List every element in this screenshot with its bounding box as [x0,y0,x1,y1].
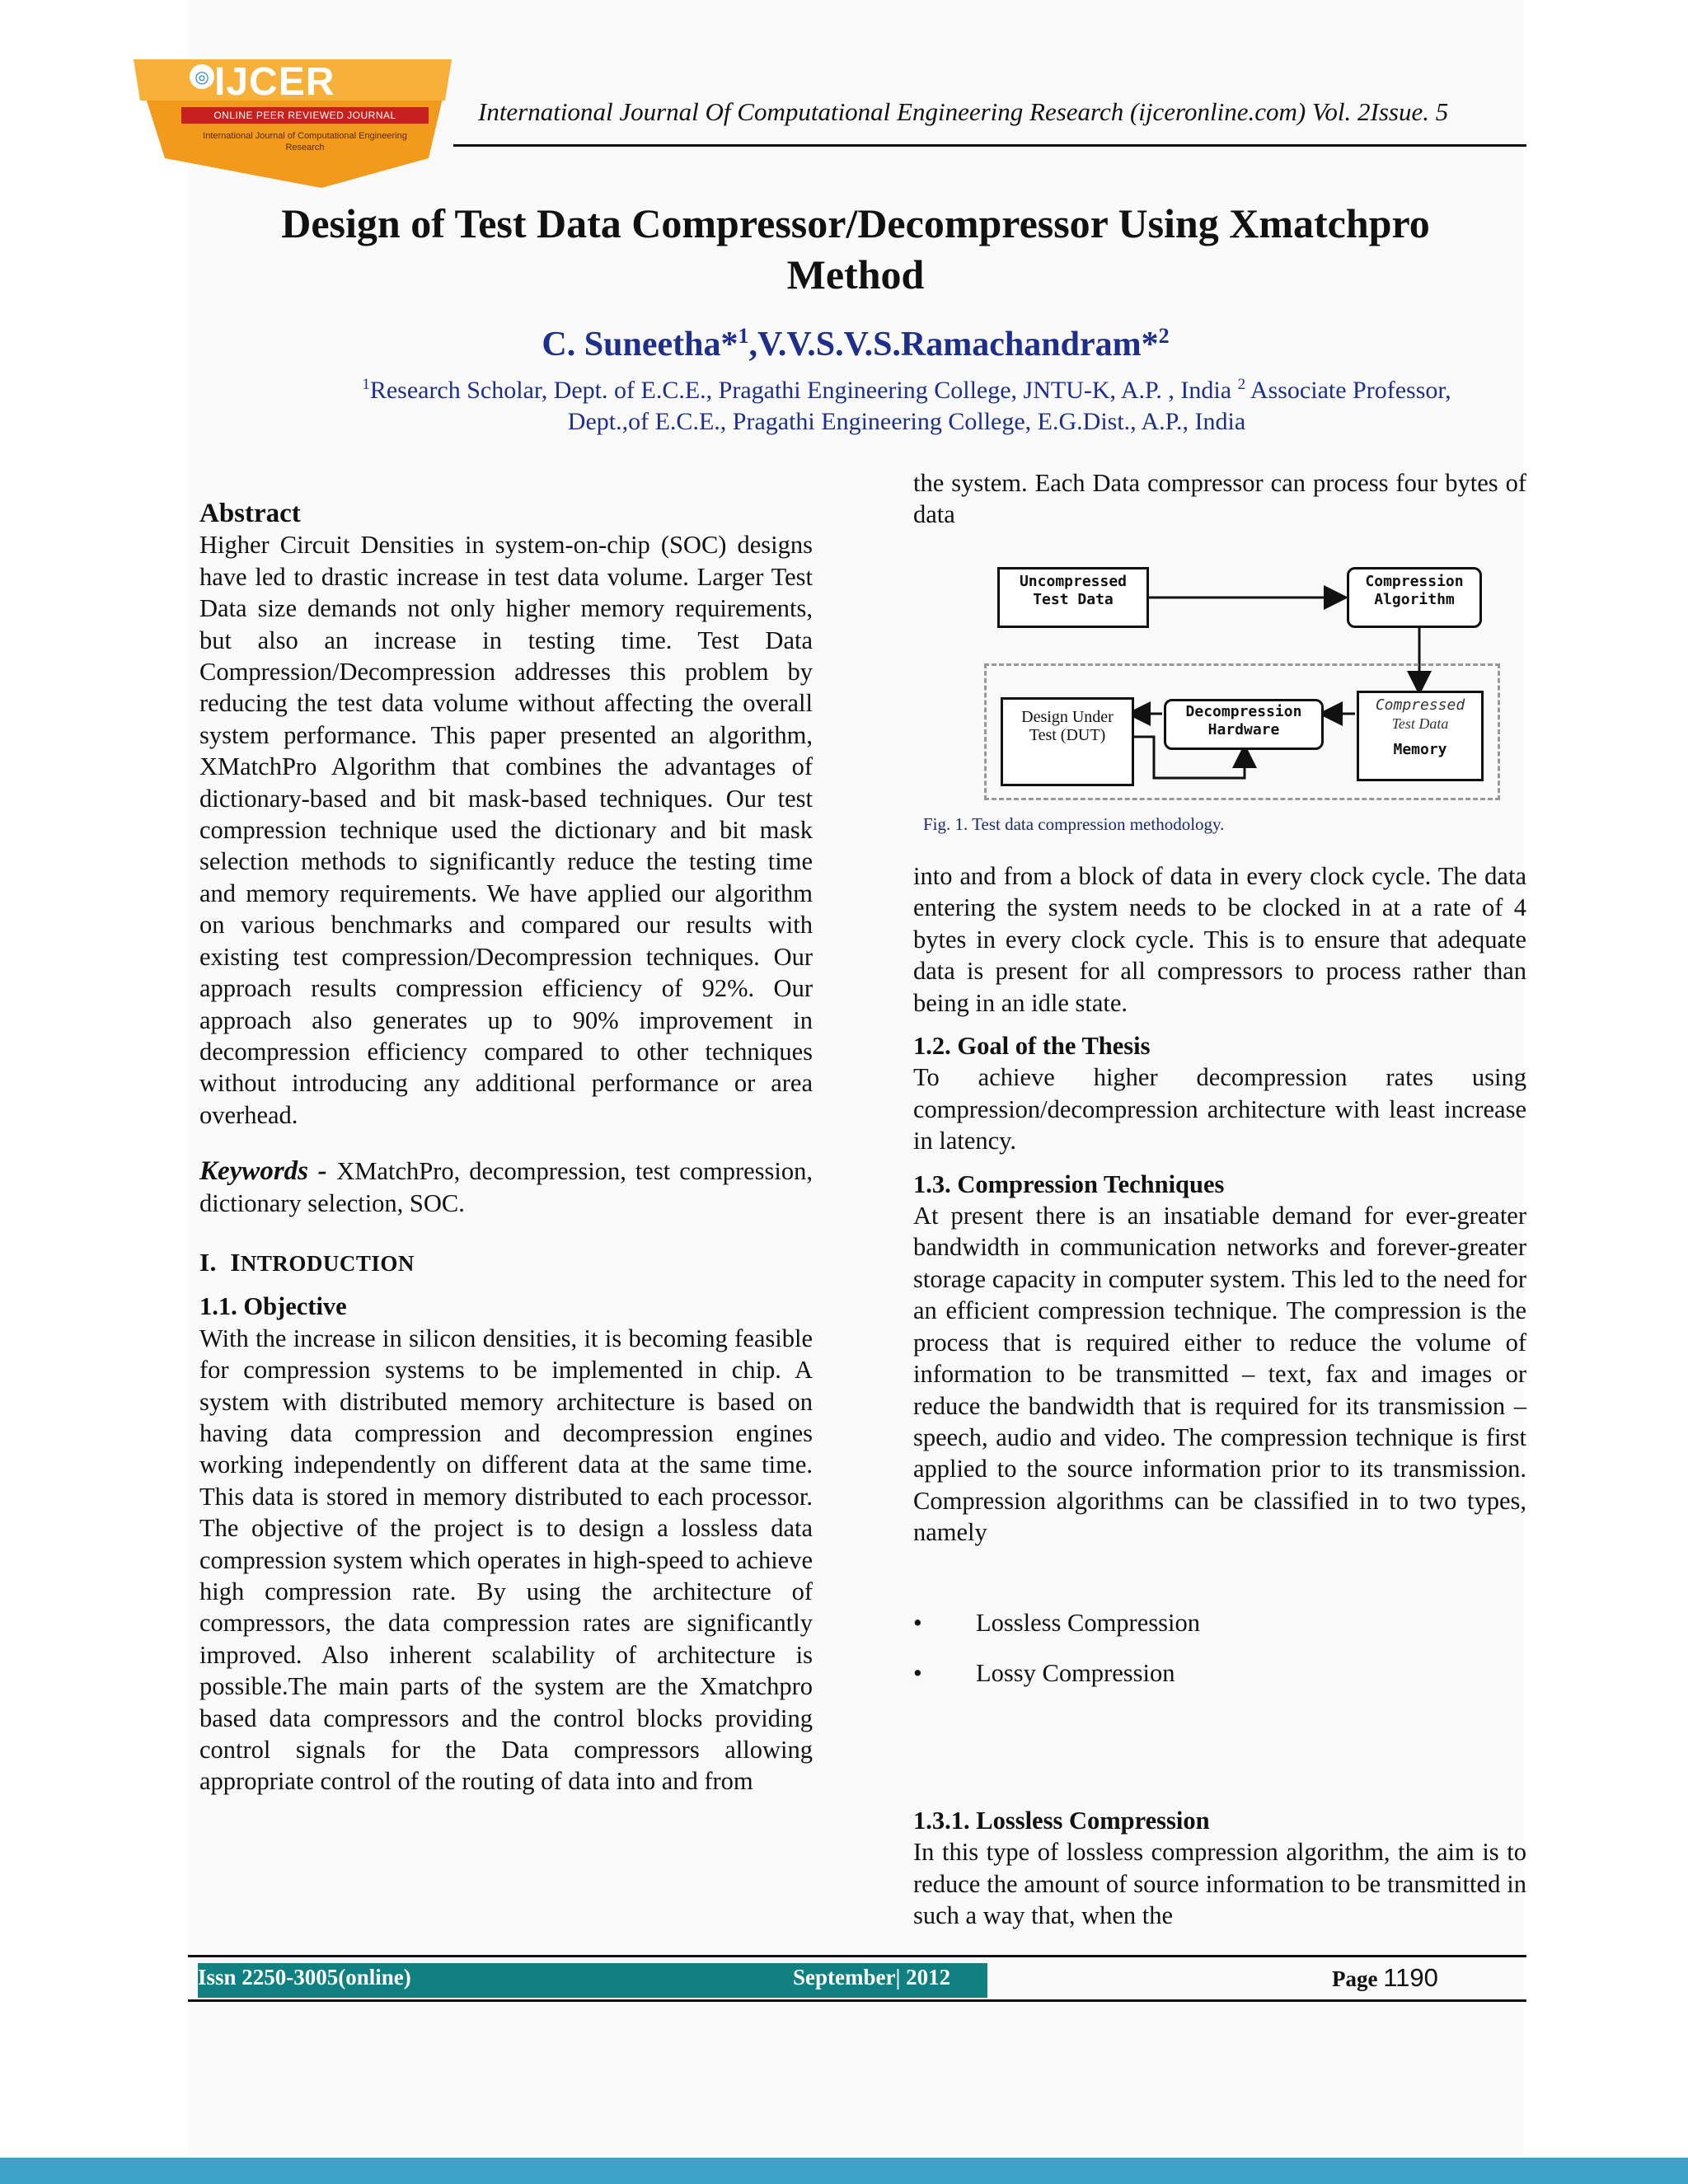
continued-text: the system. Each Data compressor can process four bytes of data [913,469,1526,529]
box-uncompressed-test-data [997,567,1149,628]
goal-text: To achieve higher decompression rates using compression/decompression architecture with least increase in latency. [913,1063,1526,1155]
box-decomp-line1: Decompression [1185,703,1302,720]
affil-1: Research Scholar, Dept. of E.C.E., Pragathi Engineering College, JNTU-K, A.P. , India [369,377,1238,404]
affiliation-line-1 [280,369,1533,406]
figure-1 [915,552,1525,841]
bullet-text-lossy: Lossy Compression [976,1659,1175,1687]
box-memory-line3: Memory [1393,741,1447,758]
box-dut-line2: Test (DUT) [1029,726,1106,744]
bottom-bar [0,2158,1688,2184]
logo-band: ONLINE PEER REVIEWED JOURNAL [181,107,429,124]
box-compression-algorithm [1347,567,1482,628]
author-2: ,V.V.S.V.S.Ramachandram* [748,326,1159,363]
goal-heading: 1.2. Goal of the Thesis [913,1032,1151,1061]
abstract-text: Higher Circuit Densities in system-on-chip (SOC) designs have led to drastic increase in test data volume. Larger Test Data size demands not only higher memory requirements, but also an increase in testing time. Test Data Compression/Decompression addresses this problem by reducing the test data volume without affecting the overall system performance. This paper presented an algorithm, XMatchPro Algorithm that combines the advantages of dictionary-based and bit mask-based techniques. Our test compression technique used the dictionary and bit mask selection methods to significantly reduce the testing time and memory requirements. We have applied our algorithm on various benchmarks and compared our results with existing test compression/Decompression techniques. Our approach results compression efficiency of 92%. Our approach also generates up to 90% improvement in decompression efficiency compared to other techniques without introducing any additional performance or area overhead. [199,531,813,1129]
ijcer-logo [132,51,455,190]
affil-sup-1: 1 [362,376,370,393]
box-decompression-hardware [1164,699,1324,750]
logo-subtitle: International Journal of Computational Engineering Research [203,131,407,152]
box-algorithm-line2: Algorithm [1374,591,1455,608]
keywords-text: XMatchPro, decompression, test compression, dictionary selection, SOC. [199,1157,813,1217]
page-label: Page [1332,1966,1384,1991]
techniques-heading: 1.3. Compression Techniques [913,1169,1225,1198]
intro-heading [199,1247,813,1279]
right-column-bottom [913,1805,1526,1932]
globe-icon: ◎ [190,64,214,89]
bullet-dot-icon: • [913,1609,922,1637]
box-compressed-memory [1357,691,1484,781]
box-decomp-line2: Hardware [1207,721,1280,738]
author-1-sup: 1 [738,324,749,348]
right-column-top [913,467,1526,531]
box-uncompressed-line2: Test Data [1033,591,1114,608]
objective-text: With the increase in silicon densities, it is becoming feasible for compression systems to be implemented in chip. A system with distributed memory architecture is based on having data compression and decompression engines working independently on different data at the same time. This data is stored in memory distributed to each processor. The objective of the project is to design a lossless data compression system which operates in high-speed to achieve high compression rate. By using the architecture of compressors, the data compression rates are significantly improved. Also inherent scalability of architecture is possible.The main parts of the system are the Xmatchpro based data compressors and the control blocks providing control signals for the Data compressors allowing appropriate control of the routing of data into and from [199,1324,813,1796]
affiliations [280,369,1533,438]
footer-page [1332,1963,1438,1993]
bullet-lossy [913,1659,1175,1688]
affil-sup-2: 2 [1237,376,1246,393]
affil-2: Associate Professor, [1245,377,1451,404]
author-2-sup: 2 [1158,324,1170,348]
logo-title: IJCER [214,60,335,104]
intro-rest: NTRODUCTION [240,1250,415,1276]
bullet-dot-icon: • [913,1659,922,1687]
box-memory-line1: Compressed [1375,696,1465,714]
footer-issn: Issn 2250-3005(online) [198,1965,411,1990]
footer-rule-top [188,1955,1526,1957]
bullet-lossless [913,1609,1200,1638]
after-figure-text: into and from a block of data in every clock cycle. The data entering the system needs to be clocked in at a rate of 4 bytes in every clock cycle. This is to ensure that adequate data is present for all compressors to process rather than being in an idle state. [913,862,1526,1017]
page-number: 1190 [1383,1963,1438,1992]
box-algorithm-line1: Compression [1365,573,1464,590]
footer-rule-bottom [188,1999,1526,2002]
authors [188,324,1523,364]
abstract-heading: Abstract [199,499,301,528]
journal-header: International Journal Of Computational Engineering Research (ijceronline.com) Vol. 2Issue. 5 [478,97,1449,126]
keywords-label: Keywords - [199,1156,337,1187]
box-uncompressed-line1: Uncompressed [1019,573,1128,590]
intro-number: I. [199,1247,217,1277]
bullet-text-lossless: Lossless Compression [976,1609,1200,1637]
right-column-body [913,860,1526,1549]
box-dut-line1: Design Under [1021,708,1114,726]
author-1: C. Suneetha* [542,326,738,363]
left-column [199,498,813,1797]
keywords [199,1155,813,1219]
affiliation-line-2: Dept.,of E.C.E., Pragathi Engineering College, E.G.Dist., A.P., India [567,408,1246,435]
title-line-2: Method [786,251,925,298]
figure-caption: Fig. 1. Test data compression methodology. [923,814,1225,834]
header-divider [453,144,1526,147]
techniques-text: At present there is an insatiable demand for ever-greater bandwidth in communication networks and forever-greater storage capacity in computer system. This led to the need for an efficient compression technique. The compression is the process that is required either to reduce the volume of information to be transmitted – text, fax and images or reduce the bandwidth that is required for its transmission – speech, audio and video. The compression technique is first applied to the source information prior to its transmission. Compression algorithms can be classified in to two types, namely [913,1202,1526,1547]
lossless-heading: 1.3.1. Lossless Compression [913,1807,1210,1835]
footer-date: September| 2012 [793,1965,951,1990]
paper-title [188,198,1523,300]
title-line-1: Design of Test Data Compressor/Decompressor Using Xmatchpro [281,200,1430,246]
box-design-under-test [1001,697,1134,786]
box-memory-line2: Test Data [1391,715,1449,732]
intro-first: I [230,1247,241,1277]
lossless-text: In this type of lossless compression algorithm, the aim is to reduce the amount of source information to be transmitted in such a way that, when the [913,1838,1526,1930]
objective-heading: 1.1. Objective [199,1292,347,1321]
